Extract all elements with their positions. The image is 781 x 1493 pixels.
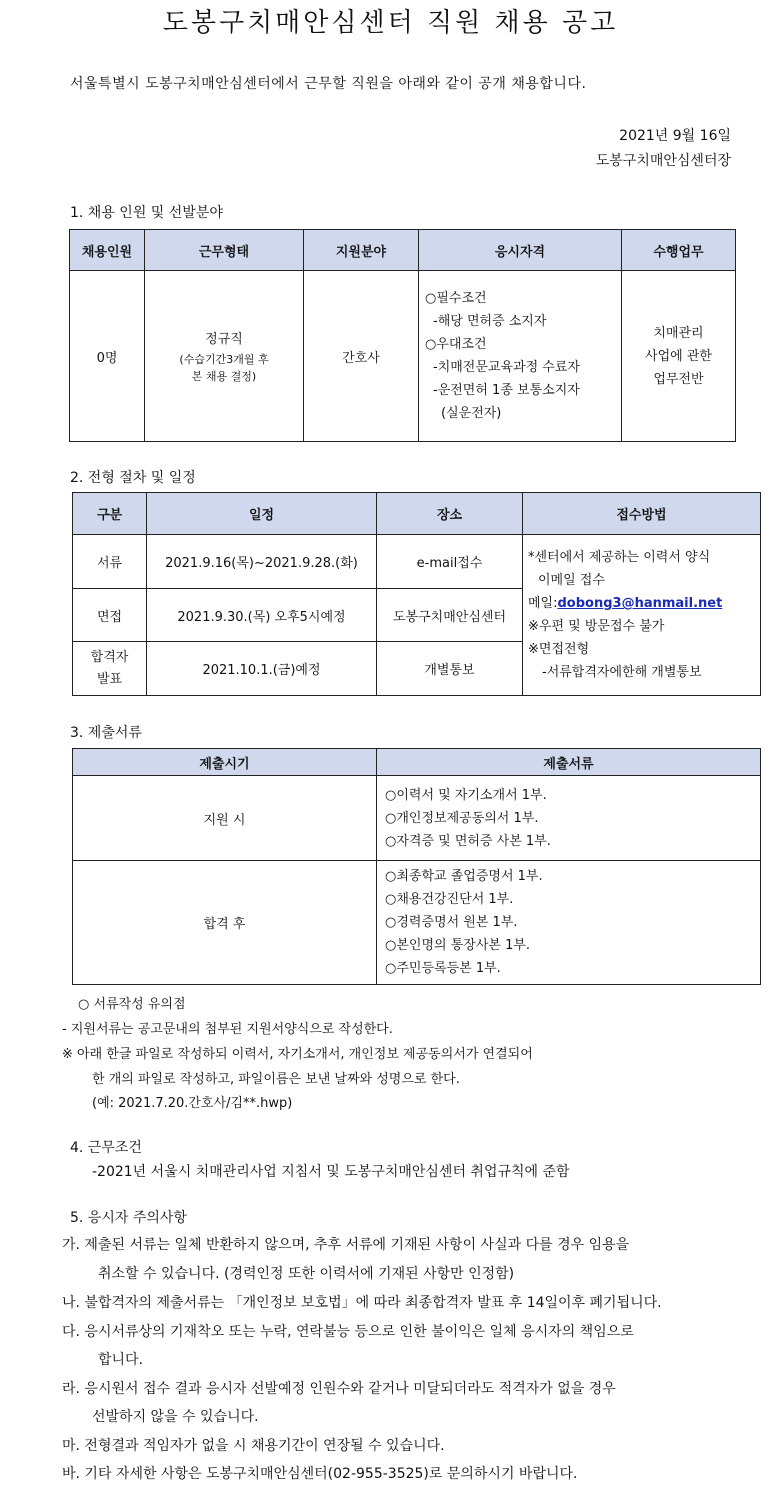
header-when: 제출시기	[73, 749, 377, 776]
section5-heading: 5. 응시자 주의사항	[70, 1210, 187, 1226]
header-field: 지원분야	[304, 230, 419, 271]
header-method: 접수방법	[523, 493, 761, 535]
notes-line: ※ 아래 한글 파일로 작성하되 이력서, 자기소개서, 개인정보 제공동의서가 연결되어	[62, 1047, 533, 1062]
duty-line: 치매관리	[653, 325, 704, 341]
section2-heading: 2. 전형 절차 및 일정	[70, 470, 196, 486]
schedule-interview: 2021.9.30.(목) 오후5시예정	[147, 589, 377, 642]
caution-item: 선발하지 않을 수 있습니다.	[92, 1409, 259, 1425]
section4-line: -2021년 서울시 치매관리사업 지침서 및 도봉구치매안심센터 취업규칙에 준함	[92, 1164, 570, 1180]
section4-heading: 4. 근무조건	[70, 1140, 142, 1156]
docs-pass	[377, 861, 761, 985]
caution-item: 다. 응시서류상의 기재착오 또는 누락, 연락불능 등으로 인한 불이익은 일체 응시자의 책임으로	[62, 1324, 634, 1340]
qualification-line: (실운전자)	[441, 406, 502, 421]
caution-item: 합니다.	[98, 1352, 144, 1368]
mail-label: 메일:	[528, 596, 558, 611]
qualification-line: -운전면허 1종 보통소지자	[433, 383, 580, 398]
schedule-result: 2021.10.1.(금)예정	[147, 642, 377, 696]
qualification-line: -해당 면허증 소지자	[433, 314, 547, 329]
documents-table	[72, 748, 761, 985]
notes-heading: ○ 서류작성 유의점	[78, 997, 186, 1012]
section3-heading: 3. 제출서류	[70, 725, 142, 741]
duty-line: 업무전반	[653, 371, 704, 387]
header-place: 장소	[377, 493, 523, 535]
place-docs: e-mail접수	[377, 535, 523, 589]
hiring-count: 0명	[70, 271, 145, 442]
method-line: ※우편 및 방문접수 불가	[528, 619, 665, 634]
caution-item: 취소할 수 있습니다. (경력인정 또한 이력서에 기재된 사항만 인정함)	[98, 1266, 515, 1282]
caution-item: 마. 전형결과 적임자가 없을 시 채용기간이 연장될 수 있습니다.	[62, 1438, 445, 1454]
method-line: -서류합격자에한해 개별통보	[542, 665, 702, 680]
method-line: 이메일 접수	[538, 573, 605, 588]
stage-result	[73, 642, 147, 696]
notes-line: 한 개의 파일로 작성하고, 파일이름은 보낸 날짜와 성명으로 한다.	[92, 1072, 460, 1087]
notes-line: (예: 2021.7.20.간호사/김**.hwp)	[92, 1096, 293, 1111]
qualification-line: -치매전문교육과정 수료자	[433, 360, 580, 375]
doc-line: ○이력서 및 자기소개서 1부.	[385, 787, 547, 803]
doc-line: ○최종학교 졸업증명서 1부.	[385, 869, 543, 884]
intro-text: 서울특별시 도봉구치매안심센터에서 근무할 직원을 아래와 같이 공개 채용합니다.	[70, 76, 587, 92]
stage-result-line: 합격자	[90, 649, 129, 665]
duty-line: 사업에 관한	[645, 348, 712, 364]
method-mail-line	[528, 592, 760, 615]
docs-apply	[377, 776, 761, 861]
header-count: 채용인원	[70, 230, 145, 271]
place-interview: 도봉구치매안심센터	[377, 589, 523, 642]
recruitment-table	[69, 229, 736, 442]
caution-item: 바. 기타 자세한 사항은 도봉구치매안심센터(02-955-3525)로 문의하시기 바랍니다.	[62, 1466, 578, 1482]
qualification-cell	[419, 271, 622, 442]
work-type-note-2: 본 채용 결정)	[191, 369, 257, 383]
qualification-line: ○우대조건	[425, 337, 487, 352]
method-cell	[523, 535, 761, 696]
method-line: ※면접전형	[528, 642, 590, 657]
header-stage: 구분	[73, 493, 147, 535]
when-apply: 지원 시	[73, 776, 377, 861]
field-cell: 간호사	[304, 271, 419, 442]
work-type-cell	[145, 271, 304, 442]
when-pass: 합격 후	[73, 861, 377, 985]
header-schedule: 일정	[147, 493, 377, 535]
caution-item: 라. 응시원서 접수 결과 응시자 선발예정 인원수와 같거나 미달되더라도 적격자가 없을 경우	[62, 1381, 616, 1397]
header-duties: 수행업무	[622, 230, 736, 271]
header-qualification: 응시자격	[419, 230, 622, 271]
doc-line: ○경력증명서 원본 1부.	[385, 915, 518, 930]
method-line: *센터에서 제공하는 이력서 양식	[528, 550, 711, 565]
email-link[interactable]: dobong3@hanmail.net	[557, 596, 723, 611]
announcement-date: 2021년 9월 16일	[619, 128, 731, 144]
qualification-line: ○필수조건	[425, 291, 487, 306]
doc-line: ○채용건강진단서 1부.	[385, 892, 514, 907]
place-result: 개별통보	[377, 642, 523, 696]
organization-name: 도봉구치매안심센터장	[595, 153, 731, 169]
stage-result-line: 발표	[96, 671, 123, 687]
header-docs: 제출서류	[377, 749, 761, 776]
schedule-docs: 2021.9.16(목)~2021.9.28.(화)	[147, 535, 377, 589]
work-type-note-1: (수습기간3개월 후	[179, 352, 269, 366]
duties-cell	[622, 271, 736, 442]
doc-line: ○자격증 및 면허증 사본 1부.	[385, 833, 551, 849]
section1-heading: 1. 채용 인원 및 선발분야	[70, 205, 223, 221]
stage-interview: 면접	[73, 589, 147, 642]
doc-line: ○개인정보제공동의서 1부.	[385, 810, 539, 826]
caution-item: 가. 제출된 서류는 일체 반환하지 않으며, 추후 서류에 기재된 사항이 사실과 다를 경우 임용을	[62, 1237, 630, 1253]
doc-line: ○본인명의 통장사본 1부.	[385, 938, 531, 953]
stage-docs: 서류	[73, 535, 147, 589]
notes-line: - 지원서류는 공고문내의 첨부된 지원서양식으로 작성한다.	[62, 1022, 393, 1037]
doc-line: ○주민등록등본 1부.	[385, 961, 501, 976]
work-type: 정규직	[205, 331, 243, 347]
schedule-table	[72, 492, 761, 696]
header-work-type: 근무형태	[145, 230, 304, 271]
caution-item: 나. 불합격자의 제출서류는 「개인정보 보호법」에 따라 최종합격자 발표 후 14일이후 폐기됩니다.	[62, 1295, 662, 1311]
page-title: 도봉구치매안심센터 직원 채용 공고	[162, 8, 619, 38]
